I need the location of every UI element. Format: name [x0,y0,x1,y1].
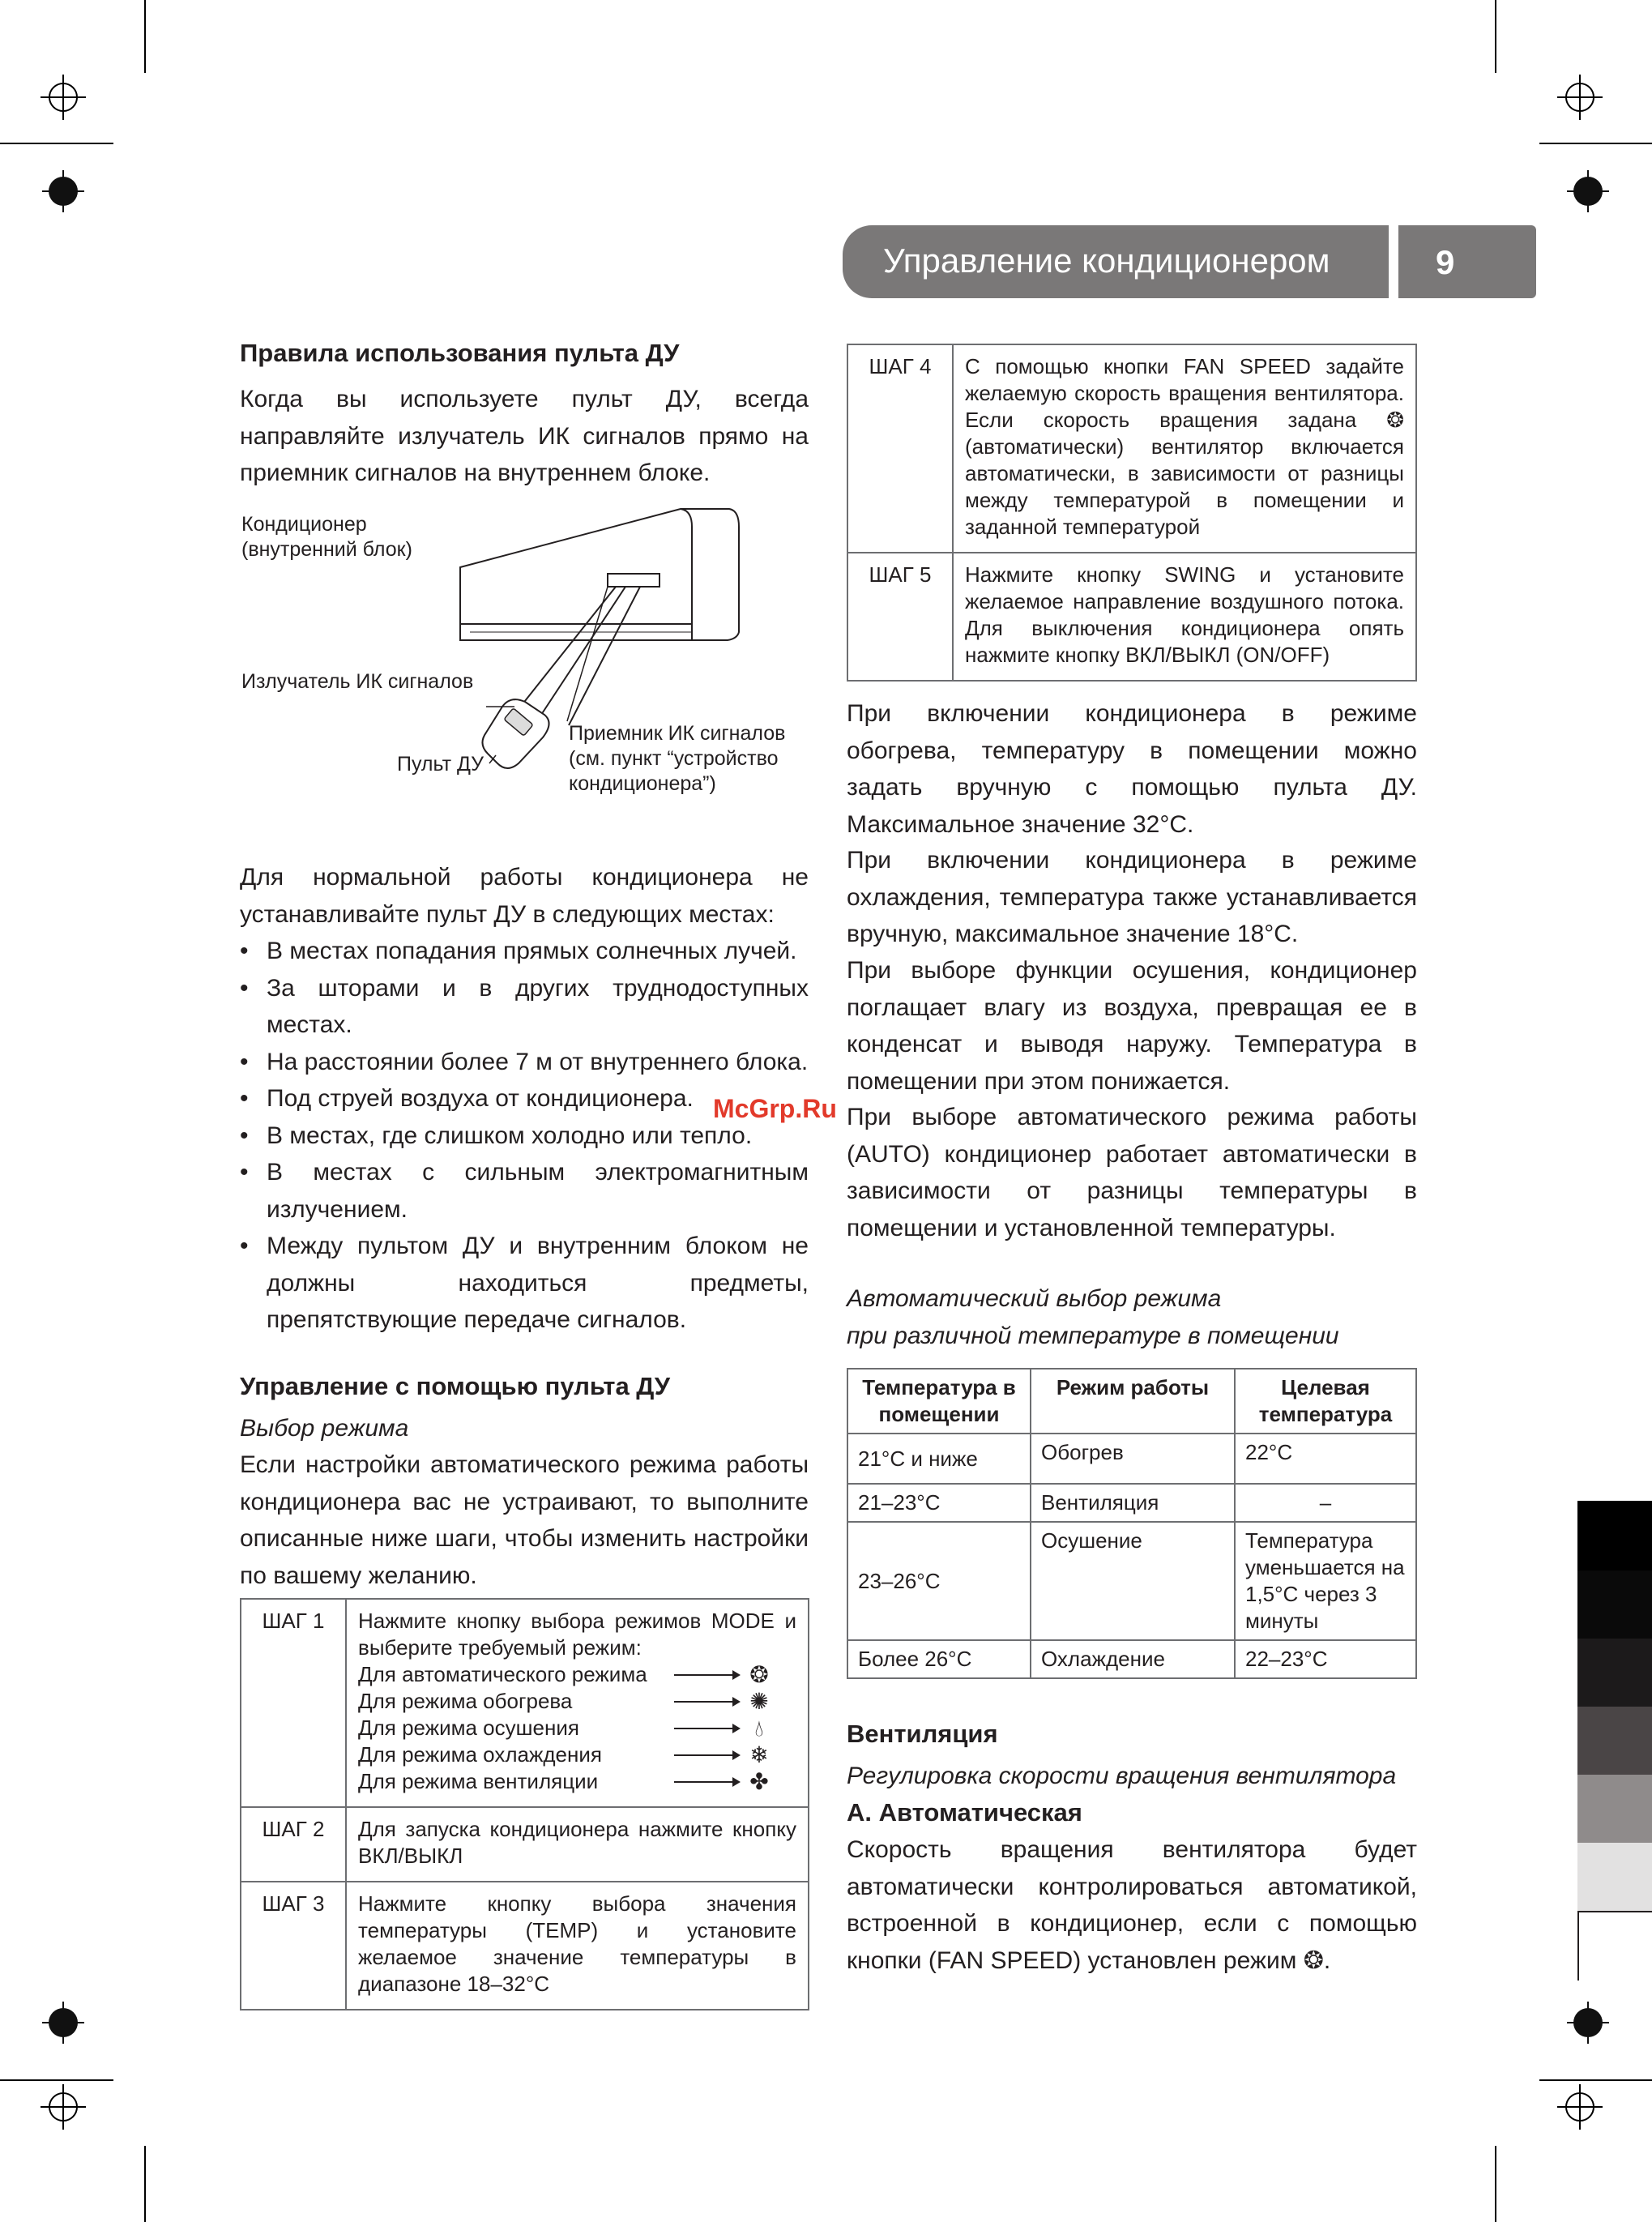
para-heat: При включении кондиционера в режиме обогрева, температуру в помещении можно задать вручную с помощью пульта ДУ. Максимальное значение 32°C. [847,700,1417,838]
step-text: Для запуска кондиционера нажмите кнопку ВКЛ/ВЫКЛ [346,1807,809,1882]
auto-table-caption: Автоматический выбор режима при различной температуре в помещении [847,1285,1339,1349]
table-row [847,1522,1416,1640]
registration-dot [49,2008,78,2037]
steps-table-left [240,1598,809,2010]
table-cell: Более 26°C [847,1640,1031,1678]
crop-mark [0,143,113,144]
mode-text: Если настройки автоматического режима работы кондиционера вас не устраивают, то выполните описанные ниже шаги, чтобы изменить настройки по вашему желанию. [240,1451,809,1589]
page-number: 9 [1436,243,1455,281]
mode-row: Для режима осушения 💧︎ [358,1715,796,1741]
crop-mark [0,2079,113,2081]
table-cell: Вентиляция [1031,1484,1235,1522]
step-label: ШАГ 5 [847,553,953,681]
control-heading: Управление с помощью пульта ДУ [240,1372,671,1400]
drop-icon: 💧︎ [754,1716,764,1741]
step-text: Нажмите кнопку выбора режимов MODE и выберите требуемый режим: Для автоматического режима ❂ Для режима обогрева ✺ Для режима осушения 💧︎ Для режима охлаждения ❄ Для режима вентиляции ✤ [346,1599,809,1807]
placement-list [240,933,809,1339]
auto-mode-icon: ❂ [749,1662,769,1687]
crop-mark [1495,0,1496,73]
crop-mark [144,0,146,73]
registration-mark [1557,2084,1603,2130]
table-cell: Охлаждение [1031,1640,1235,1678]
color-swatch [1577,1775,1652,1843]
registration-dot [1573,177,1603,206]
rules-heading: Правила использования пульта ДУ [240,339,680,367]
table-row [847,1434,1416,1484]
color-swatch [1577,1707,1652,1775]
table-cell: 22–23°C [1235,1640,1416,1678]
column-header: Режим работы [1031,1369,1235,1434]
step-text: Нажмите кнопку SWING и установите желаемое направление воздушного потока. Для выключения кондиционера опять нажмите кнопку ВКЛ/ВЫКЛ (ON/OFF) [953,553,1416,681]
vent-a-heading: А. Автоматическая [847,1798,1082,1827]
step-label: ШАГ 2 [241,1807,346,1882]
list-item: • В местах, где слишком холодно или тепло. [240,1117,809,1155]
list-item: • Под струей воздуха от кондиционера. [240,1080,809,1117]
column-header: Целевая температура [1235,1369,1416,1434]
table-row [241,1882,809,2010]
steps-table-right [847,344,1417,682]
watermark: McGrp.Ru [713,1094,837,1123]
para-dry: При выборе функции осушения, кондиционер поглащает влагу из воздуха, превращая ее в конденсат и выводя наружу. Температура в помещении при этом понижается. [847,957,1417,1095]
label-unit: Кондиционер (внутренний блок) [241,513,412,561]
step-label: ШАГ 4 [847,344,953,553]
ac-remote-diagram [454,502,745,778]
table-row [241,1599,809,1807]
table-cell: Обогрев [1031,1434,1235,1484]
table-row [847,344,1416,553]
list-item: • На расстоянии более 7 м от внутреннего блока. [240,1044,809,1081]
mode-row: Для режима вентиляции ✤ [358,1768,796,1795]
step-label: ШАГ 1 [241,1599,346,1807]
vent-heading: Вентиляция [847,1720,998,1748]
table-row [847,1640,1416,1678]
mode-row: Для режима обогрева ✺ [358,1688,796,1715]
step-label: ШАГ 3 [241,1882,346,2010]
crop-mark [1495,2146,1496,2222]
mode-row: Для режима охлаждения ❄ [358,1741,796,1768]
rules-text: Когда вы используете пульт ДУ, всегда направляйте излучатель ИК сигналов прямо на приемник сигналов на внутреннем блоке. [240,386,809,486]
table-cell: Температура уменьшается на 1,5°C через 3 минуты [1235,1522,1416,1640]
section-title: Управление кондиционером [883,241,1330,280]
table-cell: 22°C [1235,1434,1416,1484]
table-cell: – [1235,1484,1416,1522]
list-item: • В местах с сильным электромагнитным излучением. [240,1154,809,1228]
crop-mark [1539,2079,1652,2081]
table-header-row [847,1369,1416,1434]
list-item: • В местах попадания прямых солнечных лучей. [240,933,809,970]
sun-icon: ✺ [749,1689,769,1714]
label-receiver: Приемник ИК сигналов (см. пункт “устройство кондиционера”) [569,722,786,795]
mode-row: Для автоматического режима ❂ [358,1661,796,1688]
label-emitter: Излучатель ИК сигналов [241,670,474,693]
registration-mark [41,75,86,120]
label-remote: Пульт ДУ [397,753,485,776]
registration-mark [1557,75,1603,120]
registration-dot [49,177,78,206]
color-swatch [1577,1911,1652,1981]
color-swatch [1577,1843,1652,1911]
color-swatch [1577,1501,1652,1570]
table-cell: 23–26°C [847,1522,1031,1640]
table-row [847,1484,1416,1522]
table-cell: 21–23°C [847,1484,1031,1522]
para-cool: При включении кондиционера в режиме охлаждения, температура также устанавливается вручную, максимальное значение 18°C. [847,847,1417,947]
page-number-box [1398,225,1536,298]
fan-icon: ✤ [749,1769,769,1794]
step-text: С помощью кнопки FAN SPEED задайте желаемую скорость вращения вентилятора. Если скорость вращения задана ❂ (автоматически) вентилятор включается автоматически, в зависимости от разницы между температурой в помещении и заданной температурой [953,344,1416,553]
registration-dot [1573,2008,1603,2037]
vent-a-text: Скорость вращения вентилятора будет автоматически контролироваться автоматикой, встроенной в кондиционер, если с помощью кнопки (FAN SPEED) установлен режим ❂. [847,1836,1417,1974]
snowflake-icon: ❄ [749,1742,769,1767]
placement-intro: Для нормальной работы кондиционера не устанавливайте пульт ДУ в следующих местах: [240,864,809,928]
table-row [847,553,1416,681]
crop-mark [144,2146,146,2222]
table-cell: Осушение [1031,1522,1235,1640]
table-row [241,1807,809,1882]
registration-mark [41,2084,86,2130]
color-swatch [1577,1639,1652,1707]
table-cell: 21°C и ниже [847,1434,1031,1484]
list-item: • За шторами и в других труднодоступных местах. [240,970,809,1044]
mode-subheading: Выбор режима [240,1415,409,1442]
step-text: Нажмите кнопку выбора значения температуры (TEMP) и установите желаемое значение температуры в диапазоне 18–32°C [346,1882,809,2010]
column-header: Температура в помещении [847,1369,1031,1434]
crop-mark [1539,143,1652,144]
list-item: • Между пультом ДУ и внутренним блоком не должны находиться предметы, препятствующие передаче сигналов. [240,1228,809,1339]
para-auto: При выборе автоматического режима работы (AUTO) кондиционер работает автоматически в зависимости от разницы температуры в помещении и установленной температуры. [847,1104,1417,1241]
color-swatch [1577,1570,1652,1639]
vent-subheading: Регулировка скорости вращения вентилятора [847,1763,1397,1789]
auto-mode-table [847,1368,1417,1679]
